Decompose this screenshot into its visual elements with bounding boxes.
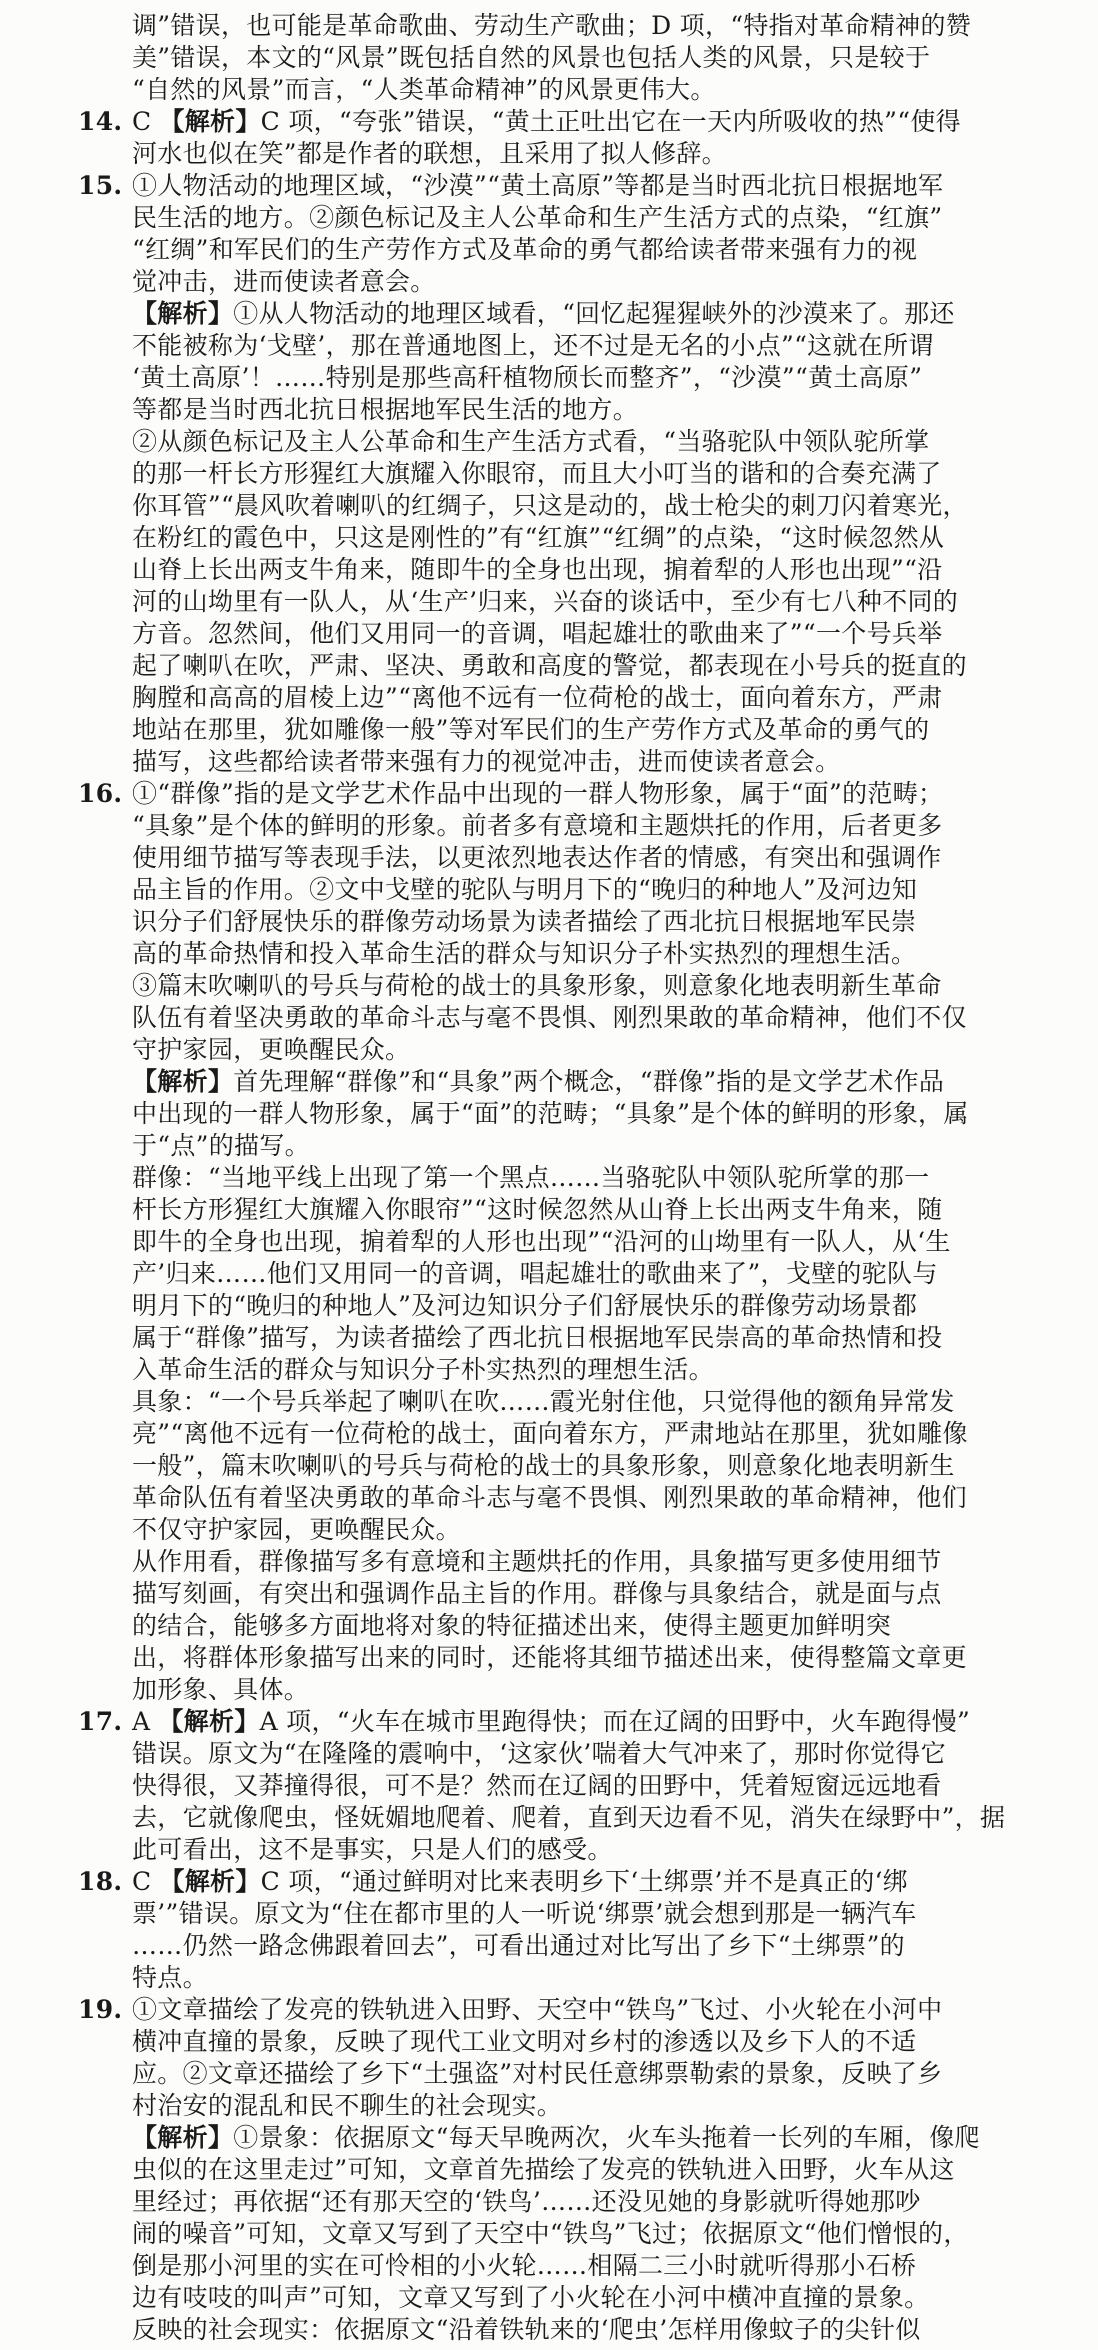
line-text: 队伍有着坚决勇敢的革命斗志与毫不畏惧、刚烈果敢的革命精神，他们不仅 [132,1003,967,1032]
line-text: 起了喇叭在吹，严肃、坚决、勇敢和高度的警觉，都表现在小号兵的挺直的 [132,651,967,680]
line-text: 美”错误，本文的“风景”既包括自然的风景也包括人类的风景，只是较于 [132,43,931,72]
line-text: 杆长方形猩红大旗耀入你眼帘”“这时候忽然从山脊上长出两支牛角来，随 [132,1195,943,1224]
text-line [78,970,1038,1002]
text-line [78,1194,1038,1226]
line-text: 不能被称为‘戈壁’，那在普通地图上，还不过是无名的小点”“这就在所谓 [132,331,934,360]
line-text: 里经过；再依据“还有那天空的‘铁鸟’……还没见她的身影就听得她那吵 [132,2187,921,2216]
line-text: 群像：“当地平线上出现了第一个黑点……当骆驼队中领队驼所掌的那一 [132,1163,930,1192]
text-line [78,1226,1038,1258]
text-line [78,234,1038,266]
analysis-tag: 【解析】 [158,1707,260,1736]
question-number: 17. [78,1707,123,1736]
line-text: 一般”，篇末吹喇叭的号兵与荷枪的战士的具象形象，则意象化地表明新生 [132,1451,955,1480]
question-line [78,1706,1038,1738]
text-line [78,74,1038,106]
question-line [78,106,1038,138]
line-text: 中出现的一群人物形象，属于“面”的范畴；“具象”是个体的鲜明的形象，属 [132,1099,969,1128]
line-text: 横冲直撞的景象，反映了现代工业文明对乡村的渗透以及乡下人的不适 [132,2027,917,2056]
line-text: 山脊上长出两支牛角来，随即牛的全身也出现，掮着犁的人形也出现”“沿 [132,555,943,584]
text-line [78,1546,1038,1578]
line-text: 调”错误，也可能是革命歌曲、劳动生产歌曲；D 项，“特指对革命精神的赞 [132,11,972,40]
line-text: 描写，这些都给读者带来强有力的视觉冲击，进而使读者意会。 [132,747,841,776]
text-line [78,138,1038,170]
text-line [78,2314,1038,2346]
analysis-tag: 【解析】 [132,299,234,328]
question-number: 16. [78,779,123,808]
line-text: 出，将群体形象描写出来的同时，还能将其细节描述出来，使得整篇文章更 [132,1643,967,1672]
line-text: ①从人物活动的地理区域看，“回忆起猩猩峡外的沙漠来了。那还 [233,299,955,328]
line-text: 的结合，能够多方面地将对象的特征描述出来，使得主题更加鲜明突 [132,1611,892,1640]
line-text: 加形象、具体。 [132,1675,310,1704]
text-line [78,330,1038,362]
line-text: C 项，“夸张”错误，“黄土正吐出它在一天内所吸收的热”“使得 [260,107,961,136]
analysis-tag: 【解析】 [159,107,261,136]
line-text: 去，它就像爬虫，怪妩媚地爬着、爬着，直到天边看不见，消失在绿野中”，据 [132,1803,1006,1832]
question-number: 18. [78,1867,123,1896]
line-text: 守护家园，更唤醒民众。 [132,1035,411,1064]
text-line [78,2122,1038,2154]
text-line [78,1482,1038,1514]
line-text: 革命队伍有着坚决勇敢的革命斗志与毫不畏惧、刚烈果敢的革命精神，他们 [132,1483,967,1512]
analysis-tag: 【解析】 [132,2123,234,2152]
answer-letter: A [132,1707,151,1736]
text-line [78,1738,1038,1770]
line-text: 使用细节描写等表现手法，以更浓烈地表达作者的情感，有突出和强调作 [132,843,942,872]
line-text: 河水也似在笑”都是作者的联想，且采用了拟人修辞。 [132,139,727,168]
line-text: 等都是当时西北抗日根据地军民生活的地方。 [132,395,639,424]
text-line [78,1610,1038,1642]
line-text: 描写刻画，有突出和强调作品主旨的作用。群像与具象结合，就是面与点 [132,1579,942,1608]
question-number: 19. [78,1995,123,2024]
text-line [78,458,1038,490]
line-text: ①“群像”指的是文学艺术作品中出现的一群人物形象，属于“面”的范畴； [132,779,944,808]
line-text: 属于“群像”描写，为读者描绘了西北抗日根据地军民崇高的革命热情和投 [132,1323,943,1352]
line-text: ①景象：依据原文“每天早晚两次，火车头拖着一长列的车厢，像爬 [233,2123,980,2152]
text-line [78,1834,1038,1866]
line-text: 入革命生活的群众与知识分子朴实热烈的理想生活。 [132,1355,714,1384]
line-text: ②从颜色标记及主人公革命和生产生活方式看，“当骆驼队中领队驼所掌 [132,427,930,456]
line-text: 胸膛和高高的眉棱上边”“离他不远有一位荷枪的战士，面向着东方，严肃 [132,683,943,712]
text-line [78,938,1038,970]
line-text: 产’归来……他们又用同一的音调，唱起雄壮的歌曲来了”，戈壁的驼队与 [132,1259,938,1288]
line-text: 河的山坳里有一队人，从‘生产’归来，兴奋的谈话中，至少有七八种不同的 [132,587,959,616]
text-line [78,554,1038,586]
text-line [78,266,1038,298]
line-text: “具象”是个体的鲜明的形象。前者多有意境和主题烘托的作用，后者更多 [132,811,943,840]
line-text: ①文章描绘了发亮的铁轨进入田野、天空中“铁鸟”飞过、小火轮在小河中 [132,1995,943,2024]
text-line [78,202,1038,234]
text-line [78,298,1038,330]
text-line [78,1258,1038,1290]
question-line [78,1866,1038,1898]
line-text: 快得很，又莽撞得很，可不是？然而在辽阔的田野中，凭着短窗远远地看 [132,1771,942,1800]
answer-letter: C [132,107,152,136]
text-line [78,842,1038,874]
text-line [78,1162,1038,1194]
text-line [78,1450,1038,1482]
text-line [78,1098,1038,1130]
text-line [78,1514,1038,1546]
line-text: 特点。 [132,1963,208,1992]
text-line [78,1322,1038,1354]
text-line [78,522,1038,554]
line-text: “红绸”和军民们的生产劳作方式及革命的勇气都给读者带来强有力的视 [132,235,918,264]
question-number: 15. [78,171,123,200]
text-line [78,1354,1038,1386]
line-text: 觉冲击，进而使读者意会。 [132,267,436,296]
line-text: 不仅守护家园，更唤醒民众。 [132,1515,461,1544]
text-line [78,1386,1038,1418]
text-line [78,1002,1038,1034]
line-text: 亮”“离他不远有一位荷枪的战士，面向着东方，严肃地站在那里，犹如雕像 [132,1419,968,1448]
text-line [78,2026,1038,2058]
text-line [78,2154,1038,2186]
text-line [78,618,1038,650]
line-text: 高的革命热情和投入革命生活的群众与知识分子朴实热烈的理想生活。 [132,939,917,968]
text-line [78,426,1038,458]
line-text: 民生活的地方。②颜色标记及主人公革命和生产生活方式的点染，“红旗” [132,203,943,232]
line-text: 应。②文章还描绘了乡下“土强盗”对村民任意绑票勒索的景象，反映了乡 [132,2059,943,2088]
line-text: 票’”错误。原文为“住在都市里的人一听说‘绑票’就会想到那是一辆汽车 [132,1899,917,1928]
line-text: 从作用看，群像描写多有意境和主题烘托的作用，具象描写更多使用细节 [132,1547,942,1576]
line-text: 地站在那里，犹如雕像一般”等对军民们的生产劳作方式及革命的勇气的 [132,715,930,744]
text-line [78,682,1038,714]
question-line [78,170,1038,202]
text-line [78,1418,1038,1450]
line-text: ‘黄土高原’！……特别是那些高秆植物颀长而整齐”，“沙漠”“黄土高原” [132,363,923,392]
line-text: 识分子们舒展快乐的群像劳动场景为读者描绘了西北抗日根据地军民崇 [132,907,917,936]
line-text: 闹的噪音”可知，文章又写到了天空中“铁鸟”飞过；依据原文“他们憎恨的， [132,2219,969,2248]
text-line [78,586,1038,618]
line-text: 即牛的全身也出现，掮着犁的人形也出现”“沿河的山坳里有一队人，从‘生 [132,1227,951,1256]
text-line [78,1898,1038,1930]
line-text: C 项，“通过鲜明对比来表明乡下‘土绑票’并不是真正的‘绑 [260,1867,909,1896]
line-text: A 项，“火车在城市里跑得快；而在辽阔的田野中，火车跑得慢” [259,1707,971,1736]
line-text: ③篇末吹喇叭的号兵与荷枪的战士的具象形象，则意象化地表明新生革命 [132,971,942,1000]
text-line [78,1578,1038,1610]
text-line [78,1642,1038,1674]
text-line [78,874,1038,906]
text-line [78,714,1038,746]
line-text: 具象：“一个号兵举起了喇叭在吹……霞光射住他，只觉得他的额角异常发 [132,1387,955,1416]
line-text: 于“点”的描写。 [132,1131,310,1160]
analysis-tag: 【解析】 [159,1867,261,1896]
line-text: “自然的风景”而言，“人类革命精神”的风景更伟大。 [132,75,716,104]
line-text: 首先理解“群像”和“具象”两个概念，“群像”指的是文学艺术作品 [233,1067,945,1096]
text-line [78,1930,1038,1962]
text-line [78,2090,1038,2122]
line-text: 边有吱吱的叫声”可知，文章又写到了小火轮在小河中横冲直撞的景象。 [132,2283,930,2312]
line-text: ①人物活动的地理区域，“沙漠”“黄土高原”等都是当时西北抗日根据地军 [132,171,944,200]
text-line [78,2250,1038,2282]
text-line [78,2218,1038,2250]
line-text: 明月下的“晚归的种地人”及河边知识分子们舒展快乐的群像劳动场景都 [132,1291,918,1320]
text-line [78,2282,1038,2314]
text-line [78,746,1038,778]
text-line [78,1674,1038,1706]
line-text: 倒是那小河里的实在可怜相的小火轮……相隔二三小时就听得那小石桥 [132,2251,917,2280]
text-line [78,490,1038,522]
analysis-tag: 【解析】 [132,1067,234,1096]
text-line [78,362,1038,394]
line-text: ……仍然一路念佛跟着回去”，可看出通过对比写出了乡下“土绑票”的 [132,1931,905,1960]
line-text: 品主旨的作用。②文中戈壁的驼队与明月下的“晚归的种地人”及河边知 [132,875,918,904]
question-line [78,778,1038,810]
line-text: 此可看出，这不是事实，只是人们的感受。 [132,1835,613,1864]
line-text: 虫似的在这里走过”可知，文章首先描绘了发亮的铁轨进入田野，火车从这 [132,2155,955,2184]
text-line [78,1770,1038,1802]
line-text: 方音。忽然间，他们又用同一的音调，唱起雄壮的歌曲来了”“一个号兵举 [132,619,943,648]
text-line [78,42,1038,74]
text-line [78,10,1038,42]
text-line [78,650,1038,682]
text-line [78,810,1038,842]
text-line [78,1034,1038,1066]
line-text: 反映的社会现实：依据原文“沿着铁轨来的‘爬虫’怎样用像蚊子的尖针似 [132,2315,921,2344]
answer-text-body [78,10,1038,2346]
text-line [78,394,1038,426]
text-line [78,2058,1038,2090]
text-line [78,1066,1038,1098]
line-text: 的那一杆长方形猩红大旗耀入你眼帘，而且大小叮当的谐和的合奏充满了 [132,459,942,488]
line-text: 村治安的混乱和民不聊生的社会现实。 [132,2091,563,2120]
text-line [78,1802,1038,1834]
text-line [78,906,1038,938]
text-line [78,1290,1038,1322]
question-line [78,1994,1038,2026]
text-line [78,1130,1038,1162]
line-text: 错误。原文为“在隆隆的震响中，‘这家伙’喘着大气冲来了，那时你觉得它 [132,1739,946,1768]
line-text: 在粉红的霞色中，只这是刚性的”有“红旗”“红绸”的点染，“这时候忽然从 [132,523,945,552]
text-line [78,1962,1038,1994]
answer-letter: C [132,1867,152,1896]
question-number: 14. [78,107,123,136]
line-text: 你耳管”“晨风吹着喇叭的红绸子，只这是动的，战士枪尖的刺刀闪着寒光， [132,491,968,520]
text-line [78,2186,1038,2218]
